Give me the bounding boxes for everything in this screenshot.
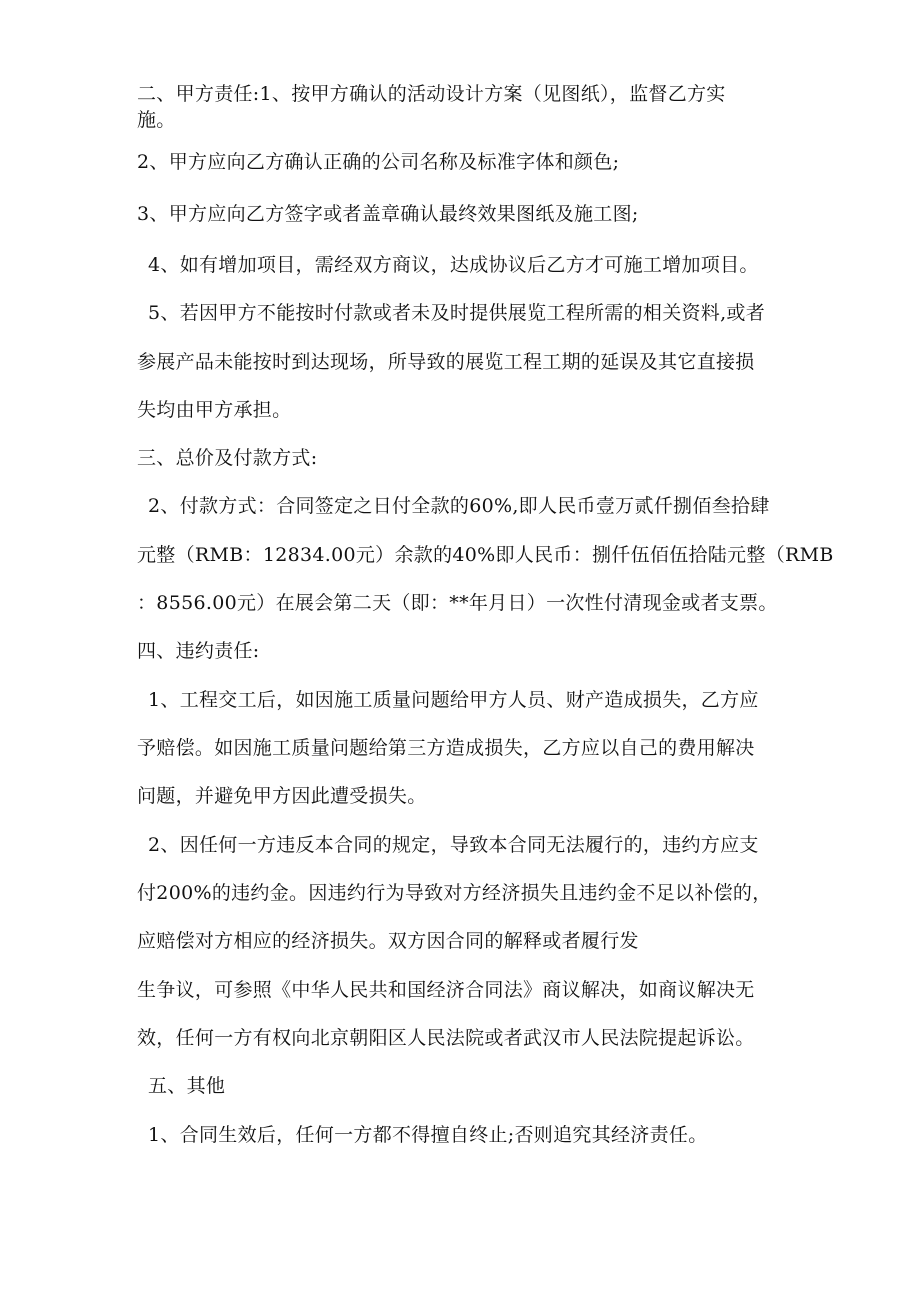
- text-line: 生争议，可参照《中华人民共和国经济合同法》商议解决，如商议解决无: [137, 979, 755, 1001]
- text-line: 5、若因甲方不能按时付款或者未及时提供展览工程所需的相关资料,或者: [148, 302, 766, 324]
- text-line: 4、如有增加项目，需经双方商议，达成协议后乙方才可施工增加项目。: [148, 254, 759, 276]
- text-line: 3、甲方应向乙方签字或者盖章确认最终效果图纸及施工图;: [137, 203, 639, 225]
- text-line: 2、因任何一方违反本合同的规定，导致本合同无法履行的，违约方应支: [148, 834, 759, 856]
- section-heading: 三、总价及付款方式:: [137, 447, 318, 469]
- text-line: 二、甲方责任:1、按甲方确认的活动设计方案（见图纸），监督乙方实: [137, 83, 726, 105]
- text-line: ：8556.00元）在展会第二天（即：**年月日）一次性付清现金或者支票。: [137, 592, 778, 614]
- text-line: 予赔偿。如因施工质量问题给第三方造成损失，乙方应以自己的费用解决: [137, 737, 755, 759]
- text-line: 施。: [137, 109, 176, 131]
- text-line: 2、甲方应向乙方确认正确的公司名称及标准字体和颜色;: [137, 151, 620, 173]
- text-line: 问题，并避免甲方因此遭受损失。: [137, 785, 427, 807]
- text-line: 付200%的违约金。因违约行为导致对方经济损失且违约金不足以补偿的，: [137, 882, 772, 904]
- text-line: 失均由甲方承担。: [137, 399, 292, 421]
- section-heading: 五、其他: [148, 1075, 226, 1097]
- text-line: 效，任何一方有权向北京朝阳区人民法院或者武汉市人民法院提起诉讼。: [137, 1027, 755, 1049]
- text-line: 应赔偿对方相应的经济损失。双方因合同的解释或者履行发: [137, 930, 639, 952]
- text-line: 2、付款方式：合同签定之日付全款的60%,即人民币壹万贰仟捌佰叁拾肆: [148, 495, 770, 517]
- text-line: 1、工程交工后，如因施工质量问题给甲方人员、财产造成损失，乙方应: [148, 689, 759, 711]
- section-heading: 四、违约责任:: [137, 640, 260, 662]
- text-line: 参展产品未能按时到达现场，所导致的展览工程工期的延误及其它直接损: [137, 351, 755, 373]
- text-line: 元整（RMB：12834.00元）余款的40%即人民币：捌仟伍佰伍拾陆元整（RMB: [137, 544, 834, 566]
- text-line: 1、合同生效后，任何一方都不得擅自终止;否则追究其经济责任。: [148, 1124, 708, 1146]
